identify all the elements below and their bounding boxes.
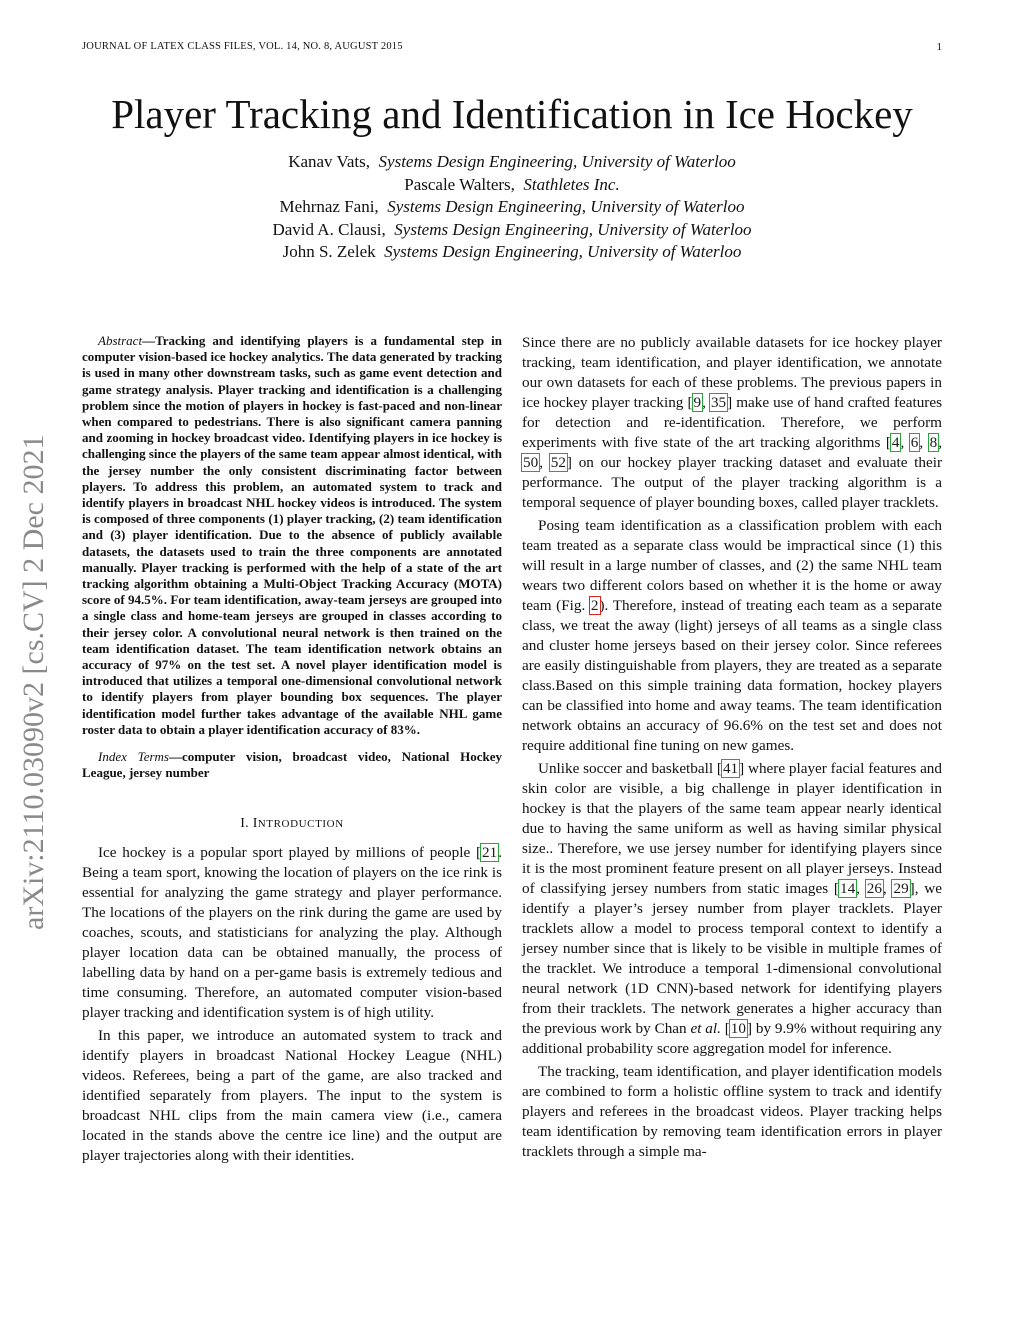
citation-link[interactable]: 6 [910,434,919,451]
author-name: John S. Zelek [282,242,376,261]
abstract-text: Tracking and identifying players is a fundamental step in computer vision-based ice hockey analytics. The data generated by tracking is used in many other downstream tasks, such as game event detection and game strategy analysis. Player tracking and identification is a challenging problem since the motion of players in hockey is fast-paced and non-linear when compared to pedestrians. There is also significant camera panning and zooming in hockey broadcast video. Identifying players in ice hockey is challenging since the players of the same team appear almost identical, with the jersey number the only consistent discriminating factor between players. To address this problem, an automated system to track and identify players in broadcast NHL hockey videos is introduced. The system is composed of three components (1) player tracking, (2) team identification and (3) player identification. Due to the absence of publicly available datasets, the datasets used to train the three components are annotated manually. Player tracking is performed with the help of a state of the art tracking algorithm obtaining a Multi-Object Tracking Accuracy (MOTA) score of 94.5%. For team identification, away-team jerseys are grouped into a single class and home-team jerseys are grouped in classes according to their jersey color. A convolutional neural network is then trained on the team identification dataset. The team identification network obtains an accuracy of 97% on the test set. A novel player identification model is introduced that utilizes a temporal one-dimensional convolutional network to identify players from player bounding box sequences. The player identification model further takes advantage of the available NHL game roster data to obtain a player identification accuracy of 83%. [82,333,502,737]
text-run: ] on our hockey player tracking dataset and evaluate their performance. The output of the player tracking algorithm is a temporal sequence of player bounding boxes, called player tracklets. [522,454,943,511]
citation-link[interactable]: 14 [839,880,856,897]
author-line [0,174,1024,197]
index-terms-text: computer vision, broadcast video, National Hockey League, jersey number [82,749,502,781]
citation-link[interactable]: 52 [550,454,566,471]
page-number: 1 [936,41,942,53]
author-affiliation: Stathletes Inc. [523,174,620,194]
citation-link[interactable]: 35 [710,394,727,411]
paragraph: Since there are no publicly available datasets for ice hockey player tracking, team identification, and player identification, we annotate our own datasets for each of these problems. The previous papers in ice hockey player tracking [9, 35] make use of hand crafted features for detection and re-identification. Therefore, we perform experiments with five state of the art tracking algorithms [4, 6, 8, 50, 52] on our hockey player tracking dataset and evaluate their performance. The output of the player tracking algorithm is a temporal sequence of player bounding boxes, called player tracklets. [522,334,943,511]
author-name: Kanav Vats, [288,152,371,171]
text-run: ). Therefore, instead of treating each team as a separate class, we treat the away (light) jerseys of all teams as a single class and cluster home jerseys based on their jersey color. Since referees are easily distinguishable from players, they are treated as a separate class.Based on this simple training data formation, hockey players can be classified into home and away teams. The team identification network obtains an accuracy of 96.6% on the test set and does not require additional fine tuning on new games. [522,597,942,754]
text-run: The tracking, team identification, and player identification models are combined to form a holistic offline system to track and identify players and referees in the broadcast videos. Player tracking helps team identification by removing team identification errors in player tracklets through a simple ma- [522,1063,942,1160]
index-terms-label: Index Terms [98,749,169,765]
journal-header: JOURNAL OF LATEX CLASS FILES, VOL. 14, NO. 8, AUGUST 2015 [82,41,403,52]
author-affiliation: Systems Design Engineering, University of Waterloo [384,242,742,261]
text-run: ] make use of hand crafted features for detection and re-identification. Therefore, we perform experiments with five state of the art tracking algorithms [ [522,394,942,451]
text-run: Posing team identification as a classification problem with each team treated as a separate class would be impractical since (1) this will result in a large number of classes, and (2) the same NHL team wears two different colors based on whether it is the home or away team (Fig. [522,517,942,614]
paragraph [522,1062,942,1162]
paragraph: Unlike soccer and basketball [41] where player facial features and skin color are visible, a big challenge in player identification in hockey is that the players of the same team appear nearly identical due to having the same uniform as well as having similar physical size.. Therefore, we use jersey number for identifying players since it is the most prominent feature present on all player jerseys. Instead of classifying jersey numbers from static images [14, 26, 29], we identify a player’s jersey number from player tracklets. Player tracklets allow a model to process temporal context to identify a jersey number since that is likely to be visible in multiple frames of the tracklet. We introduce a temporal 1-dimensional convolutional neural network (1D CNN)-based network for identifying players from their tracklets. The network generates a higher accuracy than the previous work by Chan et al. [10] by 9.9% without requiring any additional probability score aggregation model for inference. [522,760,942,1057]
citation-link[interactable]: 8 [929,434,938,451]
paragraph [82,1026,502,1166]
citation-link[interactable]: 26 [866,880,882,897]
citation-link[interactable]: 29 [893,880,909,897]
et-al: et al. [690,1020,721,1037]
paragraph [522,516,942,756]
text-run: Unlike soccer and basketball [ [538,760,722,777]
author-name: Pascale Walters, [404,174,515,194]
citation-link[interactable]: 4 [891,434,900,451]
right-column [522,333,942,1162]
author-line [0,151,1024,174]
author-line [0,219,1024,242]
author-line [0,241,1024,264]
citation-link[interactable]: 10 [730,1020,746,1037]
author-affiliation: Systems Design Engineering, University of Waterloo [387,197,745,216]
author-block [0,151,1024,264]
paper-title: Player Tracking and Identification in Ice Hockey [111,91,913,137]
text-run: ] where player facial features and skin color are visible, a big challenge in player identification in hockey is that the players of the same team appear nearly identical due to having the same uniform as well as having similar physical size.. Therefore, we use jersey number for identifying players since it is the most prominent feature present on all player jerseys. Instead of classifying jersey numbers from static images [ [522,760,942,897]
text-run: In this paper, we introduce an automated system to track and identify players in broadcast National Hockey League (NHL) videos. Referees, being a part of the game, are also tracked and identified separately from players. The input to the system is broadcast NHL clips from the main camera view (i.e., camera located in the stands above the centre ice line) and the output are player trajectories along with their identities. [82,1027,502,1165]
figure-link[interactable]: 2 [590,597,599,614]
text-run: . Being a team sport, knowing the location of players on the ice rink is essential for analyzing the game strategy and player performance. The locations of the players on the rink during the game are used by coaches, scouts, and statisticians for analyzing the play. Although player location data can be obtained manually, the process of labelling data by hand on a per-game basis is extremely tedious and time consuming. Therefore, an automated computer vision-based player tracking and identification system is of high utility. [82,844,502,1022]
text-run: Since there are no publicly available datasets for ice hockey player tracking, team identification, and player identification, we annotate our own datasets for each of these problems. The previous papers in ice hockey player tracking [ [522,334,942,411]
author-name: David A. Clausi, [272,219,386,239]
citation-link[interactable]: 9 [693,394,702,411]
citation-link[interactable]: 41 [722,760,739,777]
section-title: NTRODUCTION [257,818,344,831]
author-affiliation: Systems Design Engineering, University of Waterloo [378,152,736,171]
paragraph: Ice hockey is a popular sport played by millions of people [21. Being a team sport, knowing the location of players on the ice rink is essential for analyzing the game strategy and player performance. The locations of the players on the rink during the game are used by coaches, scouts, and statisticians for analyzing the play. Although player location data can be obtained manually, the process of labelling data by hand on a per-game basis is extremely tedious and time consuming. Therefore, an automated computer vision-based player tracking and identification system is of high utility. [82,844,502,1022]
citation-link[interactable]: 21 [482,844,498,862]
citation-link[interactable]: 50 [523,454,539,471]
section-numeral: I. I [240,816,258,832]
text-run: Ice hockey is a popular sport played by millions of people [98,844,476,862]
author-name: Mehrnaz Fani, [279,197,379,216]
abstract-label: Abstract [98,333,143,348]
index-terms: Index Terms—computer vision, broadcast video, National Hockey League, jersey number [82,749,502,781]
author-affiliation: Systems Design Engineering, University of Waterloo [394,219,752,239]
arxiv-stamp: arXiv:2110.03090v2 [cs.CV] 2 Dec 2021 [17,434,50,930]
author-line [0,196,1024,219]
abstract: Abstract—Tracking and identifying players is a fundamental step in computer vision-based ice hockey analytics. The data generated by tracking is used in many other downstream tasks, such as game event detection and game strategy analysis. Player tracking and identification is a challenging problem since the motion of players in hockey is fast-paced and non-linear when compared to pedestrians. There is also significant camera panning and zooming in hockey broadcast video. Identifying players in ice hockey is challenging since the players of the same team appear almost identical, with the jersey number the only consistent discriminating factor between players. To address this problem, an automated system to track and identify players in broadcast NHL hockey videos is introduced. The system is composed of three components (1) player tracking, (2) team identification and (3) player identification. Due to the absence of publicly available datasets, the datasets used to train the three components are annotated manually. Player tracking is performed with the help of a state of the art tracking algorithm obtaining a Multi-Object Tracking Accuracy (MOTA) score of 94.5%. For team identification, away-team jerseys are grouped into a single class and home-team jerseys are grouped in classes according to their jersey color. A convolutional neural network is then trained on the team identification dataset. The team identification network obtains an accuracy of 97% on the test set. A novel player identification model is introduced that utilizes a temporal one-dimensional convolutional network to identify players from player bounding box sequences. The player identification model further takes advantage of the available NHL game roster data to obtain a player identification accuracy of 83%. [82,333,502,737]
left-column [82,333,502,1166]
text-run: ], we identify a player’s jersey number from player tracklets. Player tracklets allow a model to process temporal context to identify a jersey number since that is likely to be visible in multiple frames of the tracklet. We introduce a temporal 1-dimensional convolutional neural network (1D CNN)-based network for identifying players from their tracklets. The network generates a higher accuracy than the previous work by Chan [522,880,942,1037]
text-run: , [702,394,710,411]
text-run: by 9.9% without requiring any additional probability score aggregation model for inference. [522,1020,942,1057]
section-heading-introduction [82,816,502,832]
